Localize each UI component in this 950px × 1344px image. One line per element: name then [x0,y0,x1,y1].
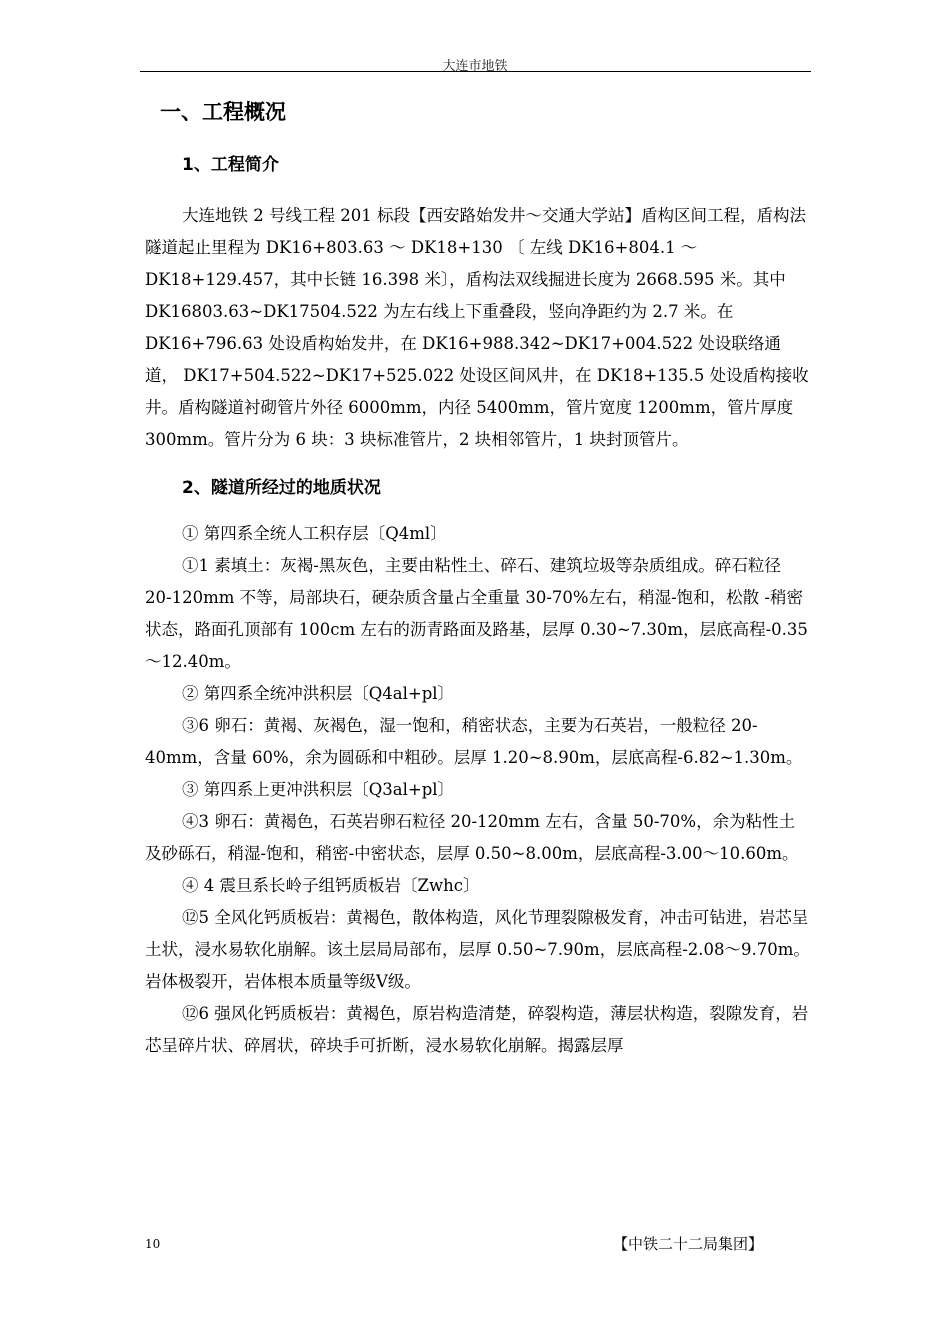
geology-layer-heading: ③ 第四系上更冲洪积层〔Q3al+pl〕 [182,780,455,799]
geology-layer-description: ⑫6 强风化钙质板岩：黄褐色，原岩构造清楚，碎裂构造，薄层状构造，裂隙发育，岩芯呈碎片状、碎屑状，碎块手可折断，浸水易软化崩解。揭露层厚 [145,1004,809,1055]
header-title: 大连市地铁 [442,59,508,74]
spacer [145,456,810,472]
section-title: 一、工程概况 [160,100,286,124]
page-number: 10 [145,1237,161,1251]
subsection-title-1: 1、工程简介 [182,155,279,175]
geology-layer-description: ①1 素填土：灰褐-黑灰色，主要由粘性土、碎石、建筑垃圾等杂质组成。碎石粒径 20-120mm 不等，局部块石，硬杂质含量占全重量 30-70%左右，稍湿-饱和，松散 -稍密状态，路面孔顶部有 100cm 左右的沥青路面及路基，层厚 0.30~7.30m，层底高程-0.35～12.40m。 [145,556,808,671]
geology-layer-heading: ④ 4 震旦系长岭子组钙质板岩〔Zwhc〕 [182,876,480,895]
geology-layer-heading: ① 第四系全统人工积存层〔Q4ml〕 [182,524,447,543]
geology-layer-heading: ② 第四系全统冲洪积层〔Q4al+pl〕 [182,684,455,703]
header-divider [140,71,811,72]
geology-layer-description: ⑫5 全风化钙质板岩：黄褐色，散体构造，风化节理裂隙极发育，冲击可钻进，岩芯呈土状，浸水易软化崩解。该土层局局部布，层厚 0.50~7.90m，层底高程-2.08～9.70m。岩体极裂开，岩体根本质量等级Ⅴ级。 [145,908,810,991]
geology-layer-description: ④3 卵石：黄褐色，石英岩卵石粒径 20-120mm 左右，含量 50-70%，余为粘性土及砂砾石，稍湿-饱和，稍密-中密状态，层厚 0.50~8.00m，层底高程-3.00～10.60m。 [145,812,799,863]
geology-layer-description: ③6 卵石：黄褐、灰褐色，湿一饱和，稍密状态，主要为石英岩，一般粒径 20-40mm，含量 60%，余为圆砾和中粗砂。层厚 1.20~8.90m，层底高程-6.82~1.30m。 [145,716,803,767]
document-body [145,200,810,1062]
project-intro-paragraph: 大连地铁 2 号线工程 201 标段【西安路始发井～交通大学站】盾构区间工程，盾构法隧道起止里程为 DK16+803.63 ～ DK18+130 〔 左线 DK16+804.1 ～ DK18+129.457，其中长链 16.398 米〕，盾构法双线掘进长度为 2668.595 米。其中 DK16803.63~DK17504.522 为左右线上下重叠段，竖向净距约为 2.7 米。在DK16+796.63 处设盾构始发井，在 DK16+988.342~DK17+004.522 处设联络通道， DK17+504.522~DK17+525.022 处设区间风井，在 DK18+135.5 处设盾构接收井。盾构隧道衬砌管片外径 6000mm，内径 5400mm，管片宽度 1200mm，管片厚度 300mm。管片分为 6 块：3 块标准管片，2 块相邻管片，1 块封顶管片。 [145,206,809,449]
subsection-title-2: 2、隧道所经过的地质状况 [182,478,381,498]
footer-company: 【中铁二十二局集团】 [613,1235,764,1253]
